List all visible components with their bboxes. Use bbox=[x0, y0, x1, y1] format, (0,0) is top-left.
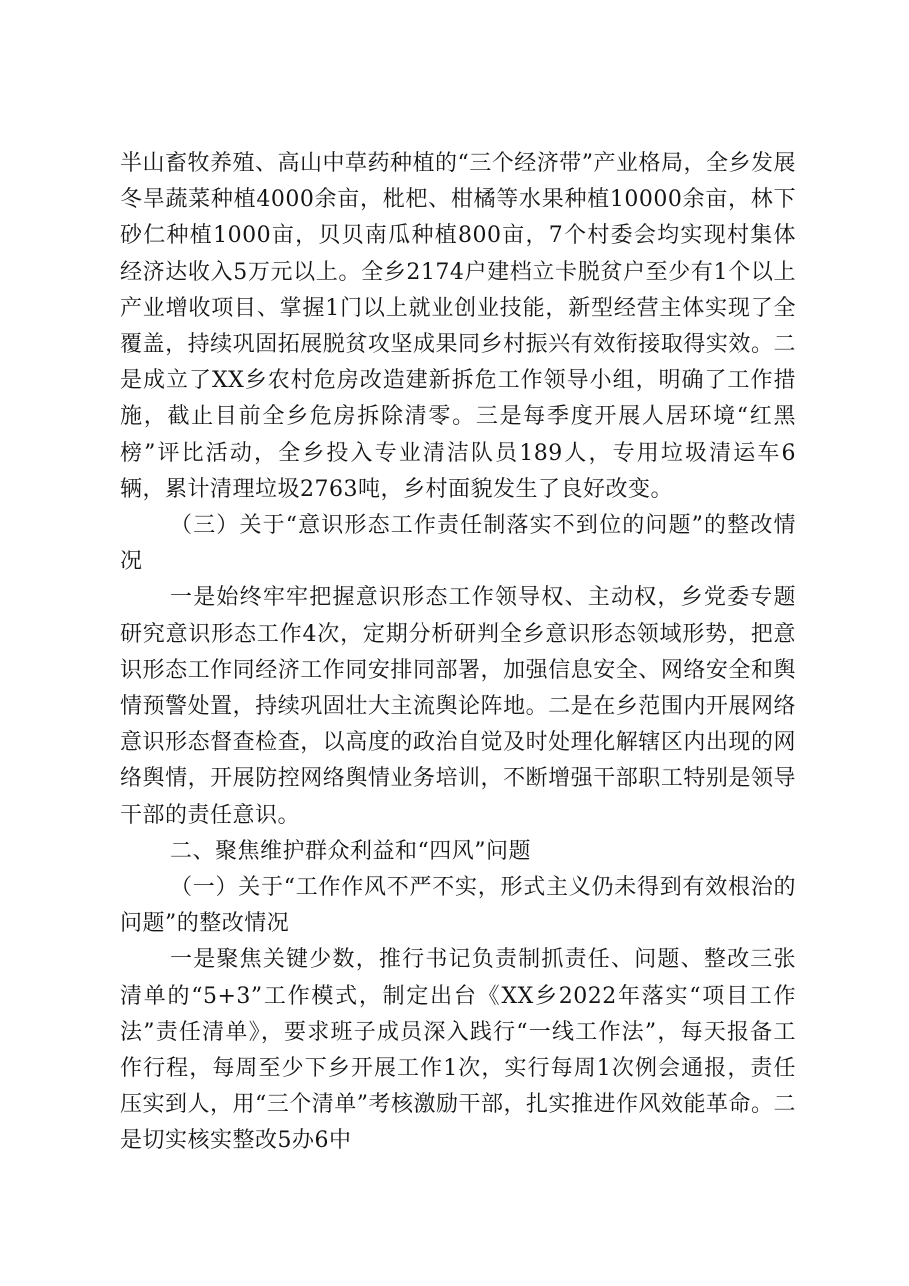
chapter-heading-2: 二、聚焦维护群众利益和“四风”问题 bbox=[170, 838, 531, 864]
body-paragraph-2: 一是始终牢牢把握意识形态工作领导权、主动权，乡党委专题研究意识形态工作4次，定期分析研判全乡意识形态领域形势，把意识形态工作同经济工作同安排同部署，加强信息安全、网络安全和舆情预警处置，持续巩固壮大主流舆论阵地。二是在乡范围内开展网络意识形态督查检查，以高度的政治自觉及时处理化解辖区内出现的网络舆情，开展防控网络舆情业务培训，不断增强干部职工特别是领导干部的责任意识。 bbox=[120, 585, 796, 828]
section-heading-3: （三）关于“意识形态工作责任制落实不到位的问题”的整改情况 bbox=[120, 513, 796, 575]
body-paragraph-1: 半山畜牧养殖、高山中草药种植的“三个经济带”产业格局，全乡发展冬旱蔬菜种植4000余亩，枇杷、柑橘等水果种植10000余亩，林下砂仁种植1000亩，贝贝南瓜种植800亩，7个村委会均实现村集体经济达收入5万元以上。全乡2174户建档立卡脱贫户至少有1个以上产业增收项目、掌握1门以上就业创业技能，新型经营主体实现了全覆盖，持续巩固拓展脱贫攻坚成果同乡村振兴有效衔接取得实效。二是成立了XX乡农村危房改造建新拆危工作领导小组，明确了工作措施，截止目前全乡危房拆除清零。三是每季度开展人居环境“红黑榜”评比活动，全乡投入专业清洁队员189人，专用垃圾清运车6辆，累计清理垃圾2763吨，乡村面貌发生了良好改变。 bbox=[120, 151, 796, 502]
section-heading-1: （一）关于“工作作风不严不实，形式主义仍未得到有效根治的问题”的整改情况 bbox=[120, 875, 796, 937]
document-body bbox=[120, 146, 796, 1160]
body-paragraph-3: 一是聚焦关键少数，推行书记负责制抓责任、问题、整改三张清单的“5+3”工作模式，制定出台《XX乡2022年落实“项目工作法”责任清单》，要求班子成员深入践行“一线工作法”，每天报备工作行程，每周至少下乡开展工作1次，实行每周1次例会通报，责任压实到人，用“三个清单”考核激励干部，扎实推进作风效能革命。二是切实核实整改5办6中 bbox=[120, 947, 796, 1154]
